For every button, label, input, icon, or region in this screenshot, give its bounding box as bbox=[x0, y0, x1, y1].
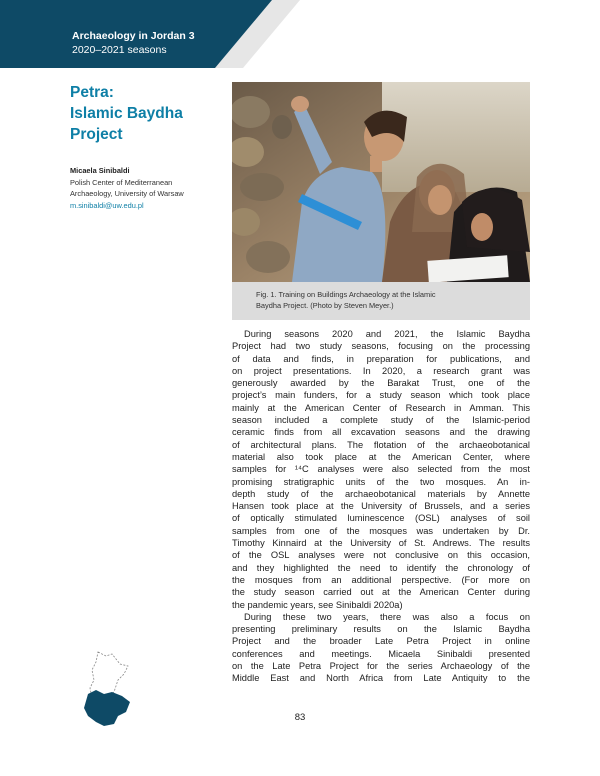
body-line: generously awarded by the Barakat Trust, one of the bbox=[232, 378, 530, 389]
body-line: season included a complete study of the Islamic-period bbox=[232, 415, 530, 426]
body-line: of architectural plans. The flotation of the archaeobotanical bbox=[232, 439, 530, 450]
author-affiliation: Polish Center of Mediterranean bbox=[70, 177, 173, 187]
body-text bbox=[232, 328, 530, 685]
article-title-line: Petra: bbox=[70, 84, 114, 101]
author-email-link[interactable]: m.sinibaldi@uw.edu.pl bbox=[70, 200, 144, 210]
body-line: on the Late Petra Project for the series Archaeology of the bbox=[232, 661, 530, 672]
body-line: Middle East and North Africa from Late Antiquity to the bbox=[232, 673, 530, 684]
caption-line: Fig. 1. Training on Buildings Archaeology at the Islamic bbox=[256, 290, 436, 299]
body-line: of the OSL analyses were not conclusive on this occasion, bbox=[232, 550, 530, 561]
article-title-line: Project bbox=[70, 126, 123, 143]
body-line: ceramic finds from all excavation seasons and the drawing bbox=[232, 427, 530, 438]
body-line: mainly at the American Center of Research in Amman. This bbox=[232, 402, 530, 413]
body-line: material also took place at the American Center, where bbox=[232, 451, 530, 462]
page-number: 83 bbox=[294, 712, 306, 723]
series-seasons: 2020–2021 seasons bbox=[72, 44, 167, 56]
body-line: of optically stimulated luminescence (OSL) analyses of soil bbox=[232, 513, 530, 524]
body-line: presenting preliminary results on the Islamic Baydha bbox=[232, 624, 530, 635]
body-line: on project presentations. In 2020, a research grant was bbox=[232, 365, 530, 376]
body-line: During seasons 2020 and 2021, the Islamic Baydha bbox=[244, 329, 530, 339]
body-line: Project had two study seasons, focusing on the processing bbox=[232, 341, 530, 352]
body-line: depth study of the archaeobotanical materials by Annette bbox=[232, 488, 530, 499]
body-line: project’s main funders, for a study season which took place bbox=[232, 390, 530, 401]
article-title-line: Islamic Baydha bbox=[70, 105, 183, 122]
body-line: Hansen took place at the University of Brussels, and a series bbox=[232, 501, 530, 512]
figure-photo bbox=[232, 82, 530, 282]
body-line: samples for ¹⁴C analyses were also selected from the most bbox=[232, 464, 530, 475]
series-title: Archaeology in Jordan 3 bbox=[72, 30, 195, 42]
body-line: During these two years, there was also a focus on bbox=[244, 611, 530, 622]
author-block bbox=[70, 165, 240, 211]
body-line: the mosques from an additional perspective. (For more on bbox=[232, 574, 530, 585]
body-line: Timothy Kinnaird at the University of St. Andrews. The results bbox=[232, 538, 530, 549]
body-line: of data and finds, in preparation for publications, and bbox=[232, 353, 530, 364]
author-affiliation: Archaeology, University of Warsaw bbox=[70, 189, 184, 199]
body-line: Project and the broader Late Petra Project in online bbox=[232, 636, 530, 647]
figure-caption bbox=[232, 282, 530, 320]
article-title bbox=[70, 82, 220, 145]
body-line: the study season carried out at the American Center during bbox=[232, 587, 530, 598]
body-line: conferences and meetings. Micaela Sinibaldi presented bbox=[232, 648, 530, 659]
author-name: Micaela Sinibaldi bbox=[70, 166, 130, 175]
body-line: promising stratigraphic units of the two mosques. An in- bbox=[232, 476, 530, 487]
caption-line: Baydha Project. (Photo by Steven Meyer.) bbox=[256, 301, 394, 310]
body-line: samples from one of the mosques was undertaken by Dr. bbox=[232, 525, 530, 536]
body-line: and they highlighted the need to identify the chronology of bbox=[232, 562, 530, 573]
body-line: the pandemic years, see Sinibaldi 2020a) bbox=[232, 599, 403, 610]
